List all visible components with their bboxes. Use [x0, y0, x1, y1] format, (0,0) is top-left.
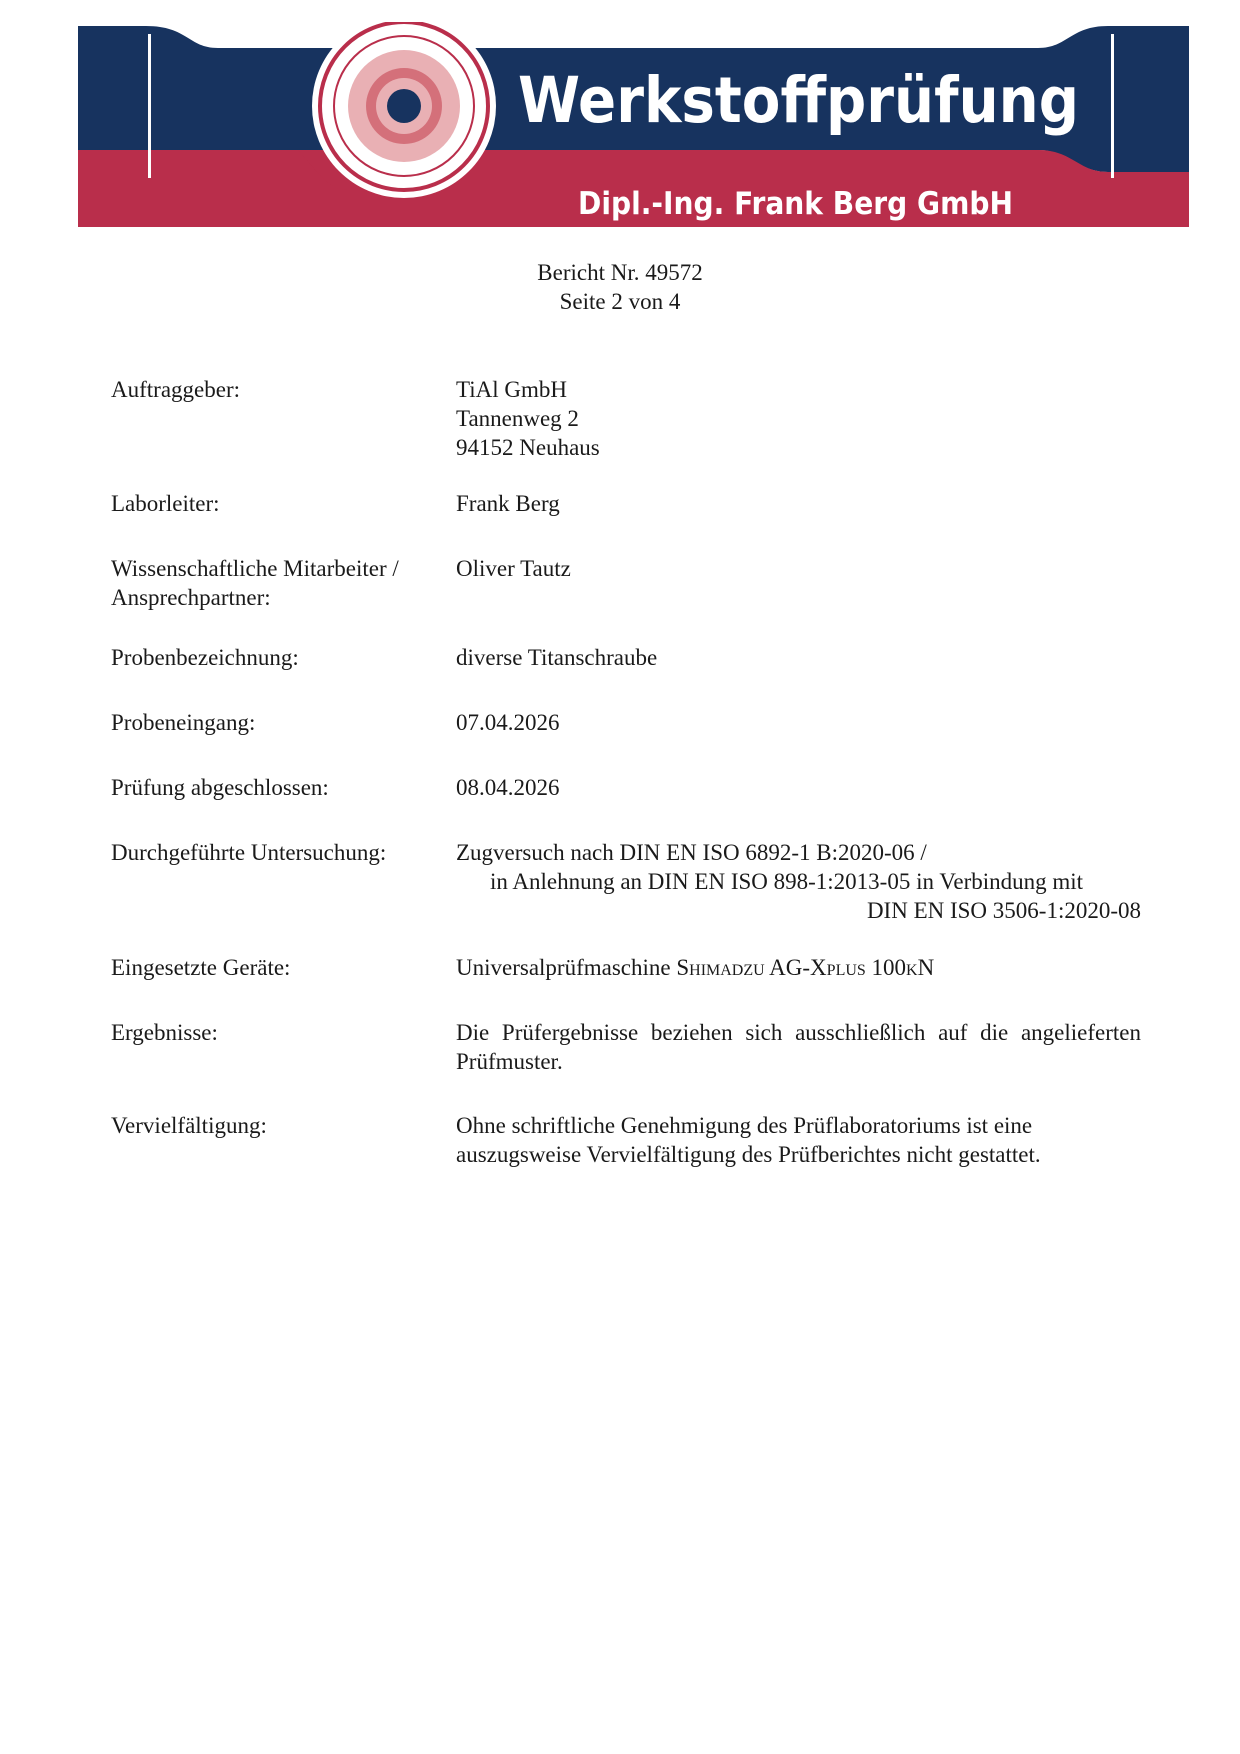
equipment-label: Eingesetzte Geräte: [111, 955, 291, 980]
test-completed-label: Prüfung abgeschlossen: [111, 775, 329, 800]
target-logo-icon [312, 22, 496, 198]
equipment-prefix: Universalprüfmaschine [456, 955, 677, 980]
reproduction-value [456, 1111, 1141, 1169]
equipment-model-d: N [917, 955, 935, 980]
banner-graphic [78, 22, 1189, 228]
reproduction-line1: Ohne schriftliche Genehmigung des Prüflaboratoriums ist eine [456, 1113, 1033, 1138]
equipment-description [456, 953, 1141, 982]
staff-label-line1: Wissenschaftliche Mitarbeiter / [111, 556, 399, 581]
reproduction-label: Vervielfältigung: [111, 1113, 267, 1138]
report-number: Bericht Nr. 49572 [537, 260, 703, 285]
page-indicator: Seite 2 von 4 [559, 289, 681, 314]
investigation-line3: DIN EN ISO 3506-1:2020-08 [866, 898, 1141, 923]
sample-received-value: 07.04.2026 [456, 710, 560, 735]
lab-head-label: Laborleiter: [111, 491, 220, 516]
brand-subtitle: Dipl.-Ing. Frank Berg GmbH [578, 186, 1013, 222]
equipment-model-c: 100k [865, 955, 918, 980]
client-label: Auftraggeber: [111, 377, 240, 402]
investigation-line2: in Anlehnung an DIN EN ISO 898-1:2013-05 in Verbindung mit [490, 869, 1084, 894]
investigation-label: Durchgeführte Untersuchung: [111, 840, 387, 865]
lab-head-value: Frank Berg [456, 491, 560, 516]
equipment-model-b: plus [826, 955, 866, 980]
investigation-line1: Zugversuch nach DIN EN ISO 6892-1 B:2020-06 / [456, 840, 927, 865]
reproduction-line2: auszugsweise Vervielfältigung des Prüfberichtes nicht gestattet. [456, 1142, 1041, 1167]
staff-label-line2: Ansprechpartner: [111, 585, 271, 610]
equipment-value [456, 953, 1141, 982]
investigation-value [456, 838, 1141, 925]
results-label: Ergebnisse: [111, 1020, 218, 1045]
staff-label [111, 554, 451, 612]
sample-name-value: diverse Titanschraube [456, 645, 658, 670]
report-heading [0, 258, 1240, 316]
brand-title: Werkstoffprüfung [518, 64, 1079, 137]
test-completed-value: 08.04.2026 [456, 775, 560, 800]
staff-value: Oliver Tautz [456, 556, 571, 581]
client-street: Tannenweg 2 [456, 406, 579, 431]
client-name: TiAl GmbH [456, 377, 567, 402]
company-banner [78, 22, 1189, 228]
results-value: Die Prüfergebnisse beziehen sich ausschließlich auf die angelieferten Prüfmuster. [456, 1020, 1141, 1074]
client-city: 94152 Neuhaus [456, 435, 600, 460]
client-address [456, 375, 1141, 462]
equipment-model-a: AG-X [764, 955, 827, 980]
sample-received-label: Probeneingang: [111, 710, 256, 735]
equipment-brand: Shimadzu [676, 955, 765, 980]
sample-name-label: Probenbezeichnung: [111, 645, 299, 670]
